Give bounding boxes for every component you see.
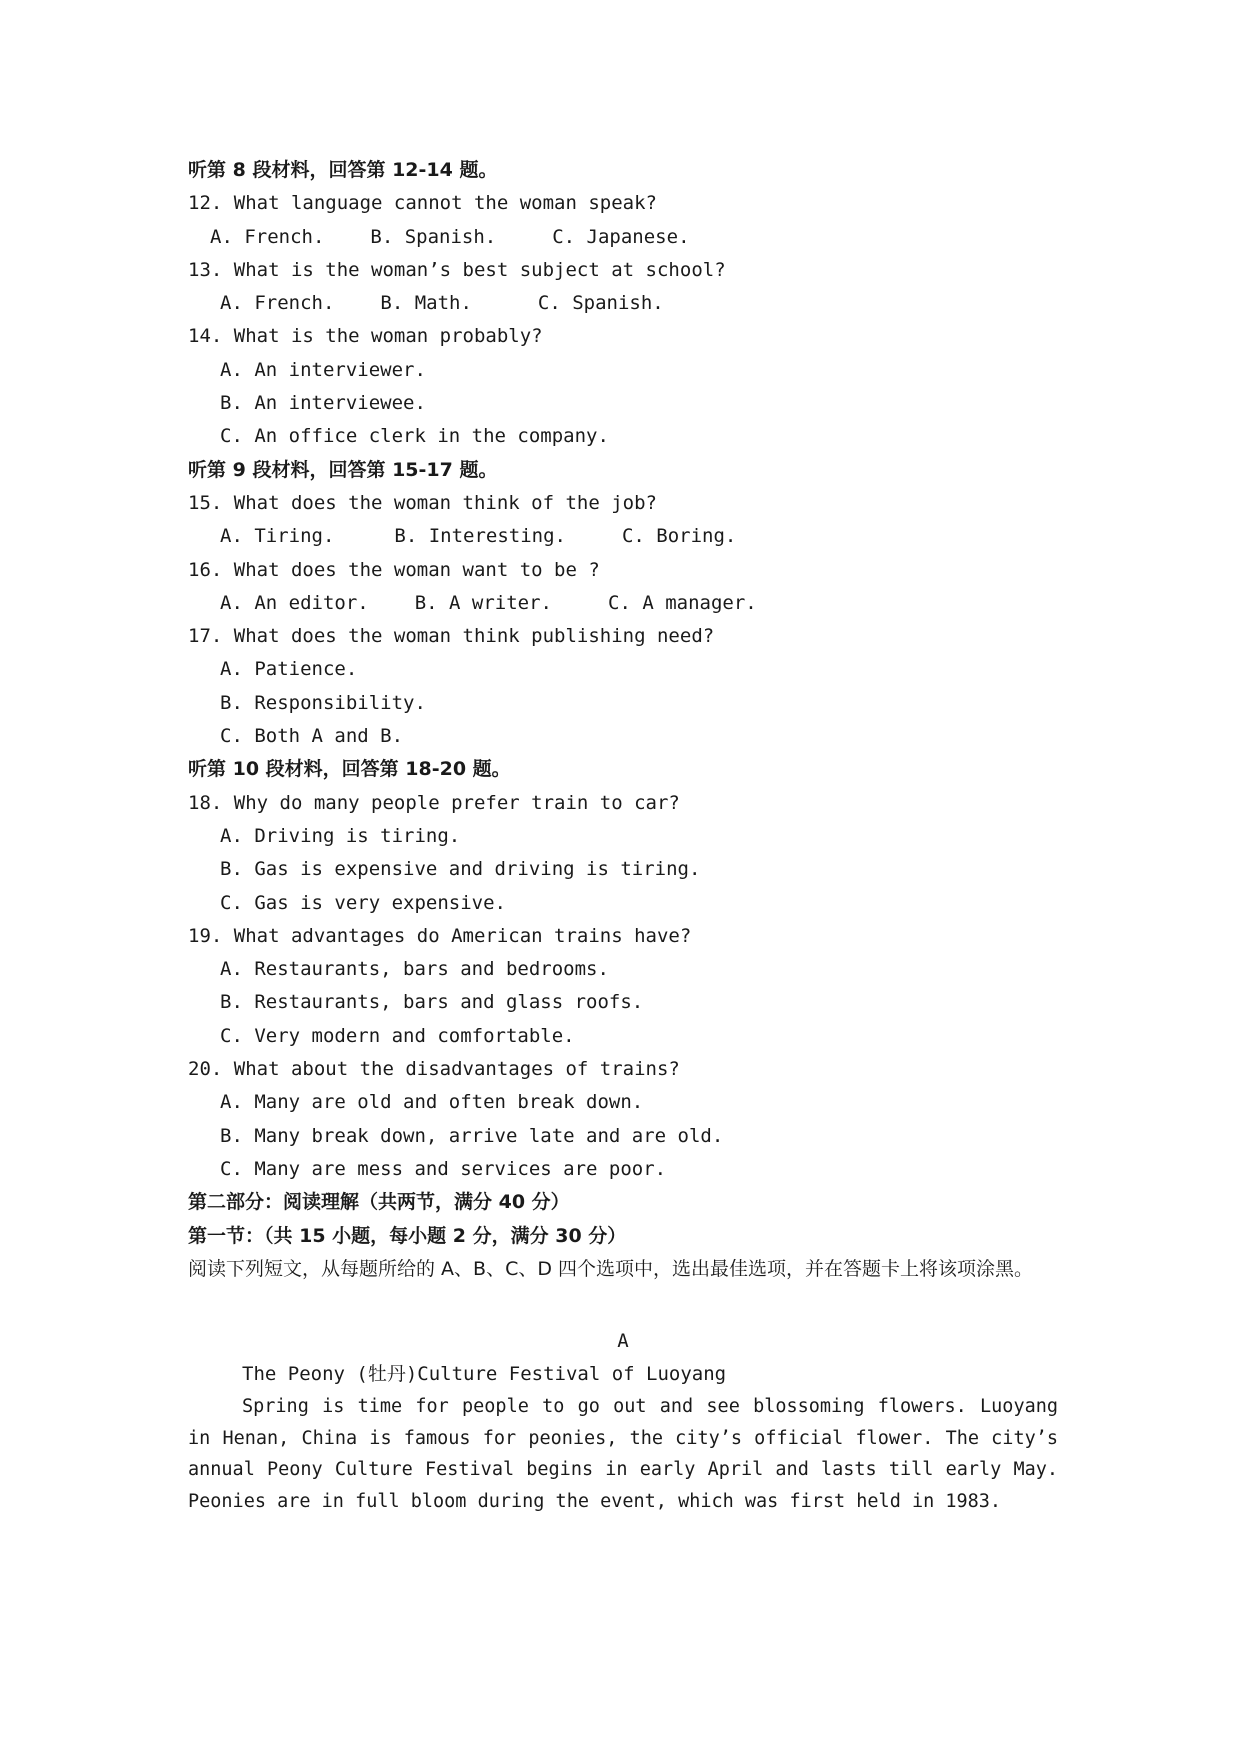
option-b: B. Restaurants, bars and glass roofs.: [220, 991, 644, 1014]
part-2-subheader: 第一节：（共 15 小题，每小题 2 分，满分 30 分）: [188, 1224, 627, 1247]
question-16-options: [188, 587, 1058, 620]
option-b: B. Interesting.: [394, 525, 566, 548]
option-a: A. Many are old and often break down.: [220, 1091, 644, 1114]
option-c: C. Japanese.: [552, 225, 690, 248]
question-15-options: [188, 520, 1058, 553]
option-a: A. French.: [220, 292, 335, 315]
option-a: A. Patience.: [220, 658, 358, 681]
option-a: A. French.: [210, 225, 325, 248]
question-18: 18. Why do many people prefer train to car?: [188, 791, 680, 814]
option-c: C. Many are mess and services are poor.: [220, 1157, 667, 1180]
option-c: C. Spanish.: [537, 292, 664, 315]
question-15: 15. What does the woman think of the job?: [188, 491, 657, 514]
passage-body: Spring is time for people to go out and see blossoming flowers. Luoyang in Henan, China is famous for peonies, the city’s official flower. The city’s annual Peony Culture Festival begins in early April and lasts till early May. Peonies are in full bloom during the event, which was first held in 1983.: [188, 1396, 1058, 1512]
passage-letter: A: [617, 1329, 629, 1352]
option-a: A. An editor.: [220, 591, 369, 614]
option-c: C. Boring.: [621, 525, 737, 548]
option-c: C. Gas is very expensive.: [220, 891, 506, 914]
option-b: B. Responsibility.: [220, 691, 426, 714]
option-a: A. An interviewer.: [220, 358, 426, 381]
option-a: A. Restaurants, bars and bedrooms.: [220, 958, 609, 981]
question-12-options: [188, 221, 1058, 254]
question-12: 12. What language cannot the woman speak?: [188, 192, 657, 215]
option-a: A. Tiring.: [220, 525, 335, 548]
question-14: 14. What is the woman probably?: [188, 325, 543, 348]
option-b: B. An interviewee.: [220, 392, 426, 415]
section-9-header: 听第 9 段材料，回答第 15-17 题。: [188, 458, 498, 481]
passage-title: The Peony (牡丹)Culture Festival of Luoyang: [242, 1363, 727, 1386]
question-19: 19. What advantages do American trains have?: [188, 924, 692, 947]
question-16: 16. What does the woman want to be ?: [188, 558, 600, 581]
option-b: B. Math.: [380, 292, 472, 315]
question-13-options: [188, 287, 1058, 320]
reading-instruction: 阅读下列短文，从每题所给的 A、B、C、D 四个选项中，选出最佳选项，并在答题卡上将该项涂黑。: [188, 1257, 1034, 1280]
question-13: 13. What is the woman’s best subject at school?: [188, 258, 726, 281]
question-20: 20. What about the disadvantages of trains?: [188, 1058, 680, 1081]
section-10-header: 听第 10 段材料，回答第 18-20 题。: [188, 758, 511, 781]
option-c: C. Very modern and comfortable.: [220, 1024, 575, 1047]
option-b: B. Many break down, arrive late and are old.: [220, 1124, 724, 1147]
option-c: C. An office clerk in the company.: [220, 425, 609, 448]
section-8-header: 听第 8 段材料，回答第 12-14 题。: [188, 159, 498, 181]
option-a: A. Driving is tiring.: [220, 824, 461, 847]
option-c: C. Both A and B.: [220, 725, 404, 748]
exam-page: [188, 154, 1058, 1517]
option-b: B. Gas is expensive and driving is tiring.: [220, 858, 701, 881]
question-17: 17. What does the woman think publishing need?: [188, 625, 715, 648]
option-c: C. A manager.: [608, 591, 757, 614]
part-2-header: 第二部分：阅读理解（共两节，满分 40 分）: [188, 1191, 570, 1214]
option-b: B. Spanish.: [370, 225, 497, 248]
option-b: B. A writer.: [414, 591, 552, 614]
